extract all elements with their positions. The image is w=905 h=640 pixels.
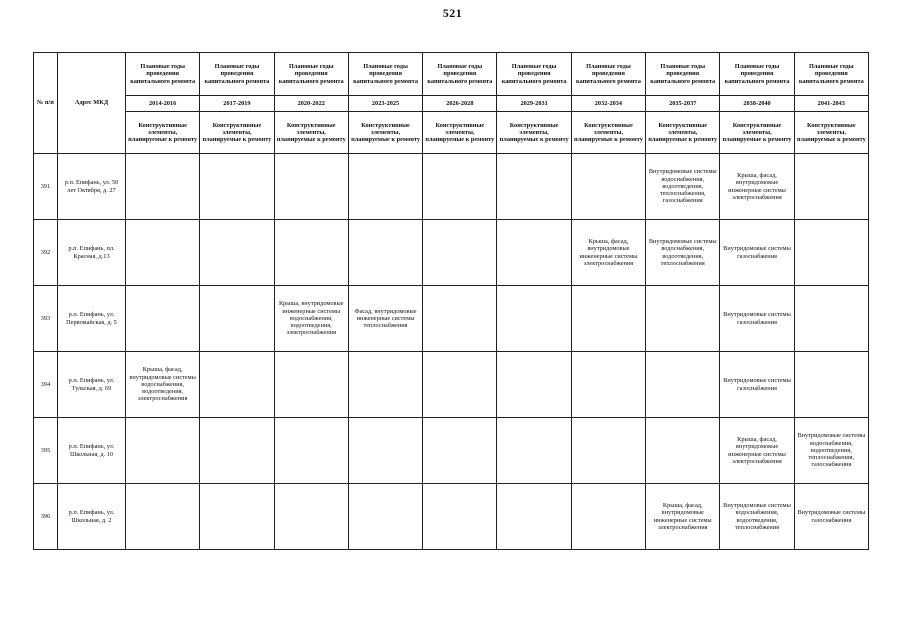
table-row	[34, 484, 869, 550]
row-cell	[348, 352, 422, 418]
header-years: 2038-2040	[720, 96, 794, 112]
header-period-title: Плановые годы проведения капитального ремонта	[274, 53, 348, 96]
row-cell	[423, 220, 497, 286]
header-elements-title: Конструктивные элементы, планируемые к ремонту	[348, 112, 422, 154]
header-period-title: Плановые годы проведения капитального ремонта	[200, 53, 274, 96]
header-elements-title: Конструктивные элементы, планируемые к ремонту	[497, 112, 571, 154]
header-elements-title: Конструктивные элементы, планируемые к ремонту	[571, 112, 645, 154]
header-years: 2017-2019	[200, 96, 274, 112]
row-address: р.п. Епифань, ул. Школьная, д. 10	[58, 418, 126, 484]
row-cell	[794, 220, 868, 286]
row-cell: Крыша, внутридомовые инженерные системы водоснабжения, водоотведения, электроснабжения	[274, 286, 348, 352]
row-cell	[126, 286, 200, 352]
row-address: р.п. Епифань, ул. Тульская, д. 69	[58, 352, 126, 418]
row-cell: Внутридомовые системы газоснабжения	[794, 484, 868, 550]
row-cell	[126, 484, 200, 550]
header-period-title: Плановые годы проведения капитального ремонта	[497, 53, 571, 96]
row-cell	[794, 352, 868, 418]
header-period-title: Плановые годы проведения капитального ремонта	[794, 53, 868, 96]
table-row	[34, 352, 869, 418]
table-row	[34, 220, 869, 286]
header-period-title: Плановые годы проведения капитального ремонта	[571, 53, 645, 96]
row-cell	[274, 484, 348, 550]
row-cell	[571, 418, 645, 484]
row-cell: Внутридомовые системы газоснабжения	[720, 352, 794, 418]
row-cell	[348, 418, 422, 484]
row-cell	[571, 352, 645, 418]
header-period-title: Плановые годы проведения капитального ремонта	[126, 53, 200, 96]
row-cell: Внутридомовые системы газоснабжения	[720, 286, 794, 352]
header-years: 2023-2025	[348, 96, 422, 112]
header-years: 2035-2037	[646, 96, 720, 112]
page-number: 521	[442, 6, 463, 20]
row-cell: Крыша, фасад, внутридомовые инженерные системы электроснабжения	[720, 418, 794, 484]
row-number: 396	[34, 484, 58, 550]
row-cell: Внутридомовые системы водоснабжения, водоотведения, теплоснабжения	[646, 220, 720, 286]
header-address: Адрес МКД	[58, 53, 126, 154]
row-cell	[571, 154, 645, 220]
header-years: 2041-2043	[794, 96, 868, 112]
row-address: р.п. Епифань, ул. Школьная, д. 2	[58, 484, 126, 550]
header-years: 2026-2028	[423, 96, 497, 112]
header-period-title: Плановые годы проведения капитального ремонта	[720, 53, 794, 96]
row-cell	[274, 418, 348, 484]
row-cell	[348, 220, 422, 286]
row-cell	[497, 352, 571, 418]
row-number: 392	[34, 220, 58, 286]
row-cell	[571, 286, 645, 352]
row-address: р.п. Епифань, ул. Первомайская, д. 5	[58, 286, 126, 352]
row-number: 394	[34, 352, 58, 418]
header-years: 2029-2031	[497, 96, 571, 112]
row-cell	[646, 418, 720, 484]
capital-repair-table	[33, 52, 869, 550]
header-elements-title: Конструктивные элементы, планируемые к ремонту	[646, 112, 720, 154]
row-cell	[423, 154, 497, 220]
row-cell	[794, 154, 868, 220]
row-cell	[571, 484, 645, 550]
header-period-title: Плановые годы проведения капитального ремонта	[348, 53, 422, 96]
row-cell	[200, 286, 274, 352]
row-cell	[200, 352, 274, 418]
row-number: 393	[34, 286, 58, 352]
row-cell	[200, 220, 274, 286]
row-cell	[497, 418, 571, 484]
row-cell	[646, 286, 720, 352]
row-cell	[497, 286, 571, 352]
row-cell	[200, 154, 274, 220]
header-num: № п/п	[34, 53, 58, 154]
row-cell	[794, 286, 868, 352]
header-elements-title: Конструктивные элементы, планируемые к ремонту	[274, 112, 348, 154]
row-cell	[200, 484, 274, 550]
table-row	[34, 154, 869, 220]
row-cell: Крыша, фасад, внутридомовые инженерные системы электроснабжения	[646, 484, 720, 550]
header-period-title: Плановые годы проведения капитального ремонта	[423, 53, 497, 96]
row-cell: Внутридомовые системы водоснабжения, водоотведения, теплоснабжения, газоснабжения	[794, 418, 868, 484]
row-cell: Внутридомовые системы водоснабжения, водоотведения, теплоснабжения, газоснабжения	[646, 154, 720, 220]
header-years: 2020-2022	[274, 96, 348, 112]
table-row	[34, 418, 869, 484]
header-period-title: Плановые годы проведения капитального ремонта	[646, 53, 720, 96]
row-cell	[126, 154, 200, 220]
row-cell	[423, 352, 497, 418]
header-years: 2014-2016	[126, 96, 200, 112]
row-cell	[497, 484, 571, 550]
row-cell: Крыша, фасад, внутридомовые системы водоснабжения, водоотведения, электроснабжения	[126, 352, 200, 418]
row-address: р.п. Епифань, ул. 50 лет Октября, д. 27	[58, 154, 126, 220]
row-cell: Фасад, внутридомовые инженерные системы теплоснабжения	[348, 286, 422, 352]
header-elements-title: Конструктивные элементы, планируемые к ремонту	[720, 112, 794, 154]
row-cell	[423, 484, 497, 550]
row-number: 395	[34, 418, 58, 484]
row-cell	[423, 418, 497, 484]
row-address: р.п. Епифань, пл. Красная, д.13	[58, 220, 126, 286]
header-elements-title: Конструктивные элементы, планируемые к ремонту	[200, 112, 274, 154]
row-cell	[200, 418, 274, 484]
row-cell	[126, 220, 200, 286]
row-cell: Внутридомовые системы водоснабжения, водоотведения, теплоснабжения	[720, 484, 794, 550]
header-elements-title: Конструктивные элементы, планируемые к ремонту	[126, 112, 200, 154]
row-cell: Крыша, фасад, внутридомовые инженерные системы электроснабжения	[571, 220, 645, 286]
row-cell	[497, 220, 571, 286]
header-elements-title: Конструктивные элементы, планируемые к ремонту	[423, 112, 497, 154]
row-cell	[423, 286, 497, 352]
row-cell	[646, 352, 720, 418]
row-cell	[274, 154, 348, 220]
row-cell	[126, 418, 200, 484]
header-years: 2032-2034	[571, 96, 645, 112]
row-number: 391	[34, 154, 58, 220]
table-row	[34, 286, 869, 352]
row-cell: Крыша, фасад, внутридомовые инженерные системы электроснабжения	[720, 154, 794, 220]
row-cell	[274, 352, 348, 418]
row-cell	[348, 154, 422, 220]
row-cell: Внутридомовые системы газоснабжения	[720, 220, 794, 286]
row-cell	[274, 220, 348, 286]
row-cell	[348, 484, 422, 550]
header-elements-title: Конструктивные элементы, планируемые к ремонту	[794, 112, 868, 154]
row-cell	[497, 154, 571, 220]
